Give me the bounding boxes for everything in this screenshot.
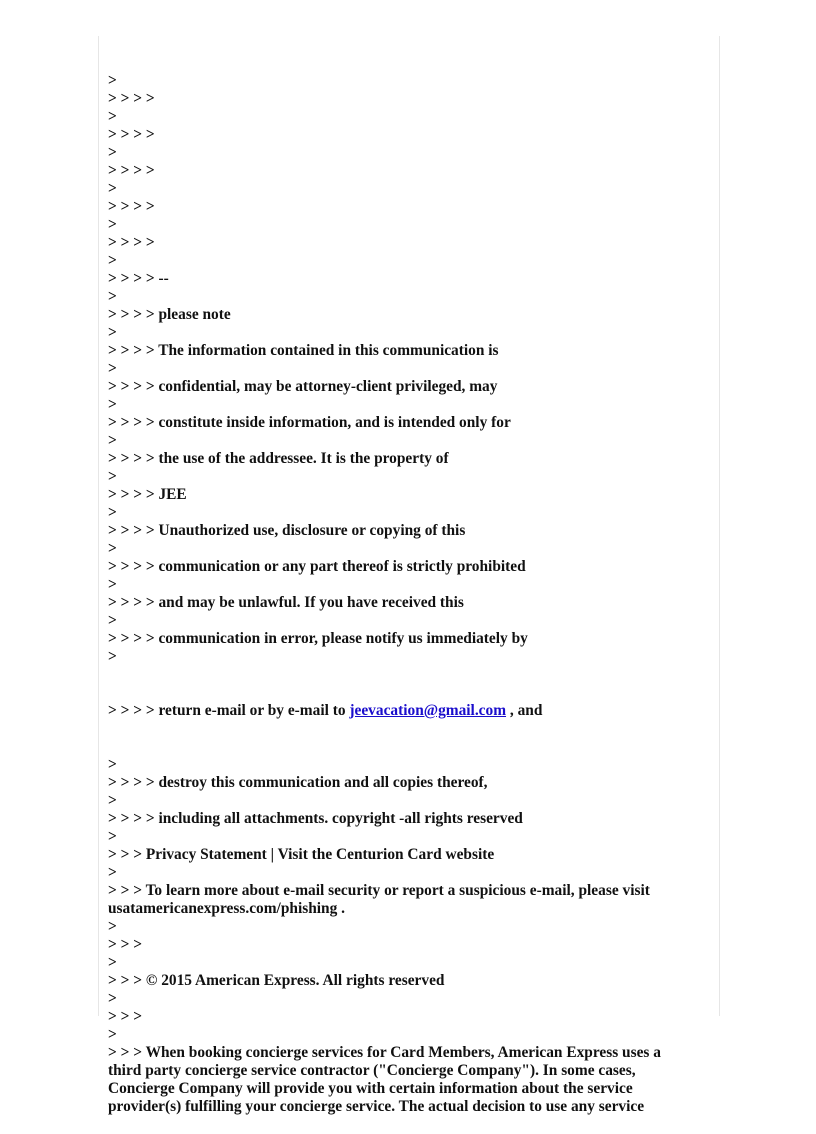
text-line: > [108, 288, 117, 305]
text-line: > [108, 954, 117, 971]
text-line: > > > > [108, 234, 155, 251]
email-contact-line [108, 702, 688, 720]
text-line: > [108, 756, 117, 773]
text-line: > > > > confidential, may be attorney-client privileged, may [108, 378, 498, 395]
quoted-lines-bottom [108, 756, 688, 1116]
text-line: > [108, 432, 117, 449]
text-line: > > > > the use of the addressee. It is the property of [108, 450, 449, 467]
text-line: > > > Privacy Statement | Visit the Centurion Card website [108, 846, 495, 863]
text-line: > > > > Unauthorized use, disclosure or copying of this [108, 522, 466, 539]
quoted-lines-top [108, 72, 688, 666]
text-line: > [108, 612, 117, 629]
text-line: > > > To learn more about e-mail security or report a suspicious e-mail, please visit usatamericanexpress.com/phishing . [108, 882, 654, 917]
text-line: > > > > [108, 162, 155, 179]
email-body [108, 36, 688, 1134]
text-line: > [108, 864, 117, 881]
text-line: > [108, 396, 117, 413]
text-line: > > > > [108, 90, 155, 107]
text-line: > [108, 648, 117, 665]
text-line: > [108, 252, 117, 269]
text-line: > > > > constitute inside information, and is intended only for [108, 414, 511, 431]
text-line: > > > > -- [108, 270, 169, 287]
text-line: > [108, 360, 117, 377]
text-line: > [108, 576, 117, 593]
text-line: > [108, 324, 117, 341]
text-line: > [108, 180, 117, 197]
text-line: > [108, 108, 117, 125]
email-line-prefix: > > > > return e-mail or by e-mail to [108, 702, 350, 719]
text-line: > [108, 144, 117, 161]
text-line: > > > > JEE [108, 486, 187, 503]
text-line: > [108, 792, 117, 809]
email-link[interactable]: jeevacation@gmail.com [349, 702, 507, 719]
text-line: > > > [108, 936, 143, 953]
text-line: > > > > [108, 198, 155, 215]
text-line: > > > When booking concierge services for Card Members, American Express uses a third party concierge service contractor ("Concierge Company"). In some cases, Concierge Company will provide you with certain information about the service provider(s) fulfilling your concierge service. The actual decision to use any service [108, 1044, 665, 1115]
text-line: > > > > please note [108, 306, 231, 323]
text-line: > > > > communication in error, please notify us immediately by [108, 630, 528, 647]
text-line: > > > > communication or any part thereof is strictly prohibited [108, 558, 526, 575]
text-line: > [108, 540, 117, 557]
text-line: > > > > destroy this communication and all copies thereof, [108, 774, 488, 791]
text-line: > [108, 468, 117, 485]
text-line: > [108, 828, 117, 845]
text-line: > > > [108, 1008, 143, 1025]
text-line: > > > > and may be unlawful. If you have received this [108, 594, 464, 611]
text-line: > > > > [108, 126, 155, 143]
text-line: > [108, 990, 117, 1007]
text-line: > [108, 1026, 117, 1043]
text-line: > [108, 72, 117, 89]
text-line: > > > > The information contained in this communication is [108, 342, 499, 359]
text-line: > [108, 216, 117, 233]
email-line-suffix: , and [506, 702, 543, 719]
text-line: > [108, 504, 117, 521]
text-line: > > > © 2015 American Express. All rights reserved [108, 972, 445, 989]
text-line: > [108, 918, 117, 935]
text-line: > > > > including all attachments. copyright -all rights reserved [108, 810, 523, 827]
